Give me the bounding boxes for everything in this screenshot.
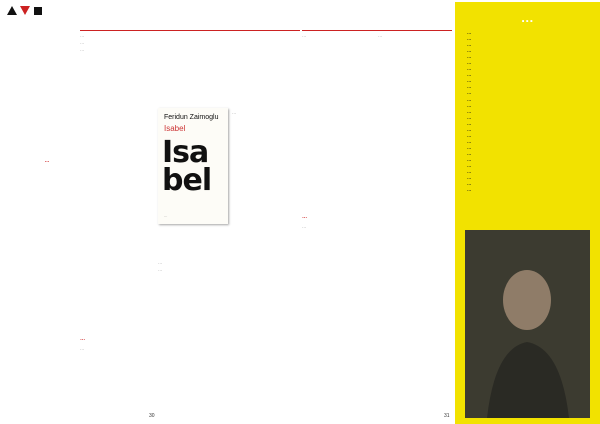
award-item: …: [467, 84, 472, 90]
award-item: …: [467, 102, 472, 108]
award-item: …: [467, 132, 472, 138]
masthead-left: [6, 4, 44, 16]
award-item: …: [467, 108, 472, 114]
award-item: …: [467, 90, 472, 96]
award-item: …: [467, 163, 472, 169]
award-item: …: [467, 96, 472, 102]
award-item: …: [467, 187, 472, 193]
portrait-photo: [465, 230, 590, 418]
awards-list: [467, 30, 595, 193]
body-paragraph: …: [378, 33, 383, 38]
cover-big-letters-2: bel: [162, 163, 212, 198]
body-paragraph: …: [232, 110, 237, 115]
award-item: …: [467, 156, 472, 162]
award-item: …: [467, 181, 472, 187]
cover-publisher: …: [164, 214, 168, 218]
body-paragraph: …: [80, 47, 85, 53]
right-page-column-1b: [302, 224, 372, 410]
cover-author: Feridun Zaimoglu: [164, 114, 219, 121]
body-paragraph: …: [302, 224, 307, 229]
award-item: …: [467, 138, 472, 144]
body-paragraph: …: [80, 346, 85, 351]
left-page-column-2b: [158, 260, 300, 410]
award-item: …: [467, 78, 472, 84]
left-page-column-1b: [80, 346, 150, 412]
masthead-logo-icon: [19, 5, 31, 16]
body-paragraph: …: [302, 33, 307, 38]
section-heading: …: [80, 336, 86, 342]
award-item: …: [467, 144, 472, 150]
award-item: …: [467, 175, 472, 181]
right-page-column-2: [378, 33, 450, 410]
awards-title: …: [520, 10, 535, 25]
award-item: …: [467, 72, 472, 78]
award-item: …: [467, 48, 472, 54]
section-heading: …: [302, 214, 308, 220]
cover-title: Isabel: [164, 124, 186, 133]
award-item: …: [467, 114, 472, 120]
body-paragraph: …: [158, 260, 163, 265]
masthead-logo-icon: [6, 5, 18, 16]
page-number-left: 30: [149, 413, 155, 419]
award-item: …: [467, 150, 472, 156]
award-item: …: [467, 66, 472, 72]
top-rule-left: [80, 30, 300, 31]
body-paragraph: …: [158, 267, 163, 273]
body-paragraph: …: [80, 33, 85, 38]
award-item: …: [467, 126, 472, 132]
body-paragraph: …: [80, 40, 85, 46]
award-item: …: [467, 42, 472, 48]
left-page-column-2a: [232, 110, 300, 258]
pull-quote: …: [44, 158, 50, 164]
page-number-right: 31: [444, 413, 450, 419]
left-page-column-1: [80, 33, 150, 333]
right-page-column-1: [302, 33, 372, 213]
awards-panel: [455, 2, 600, 424]
top-rule-right: [302, 30, 452, 31]
award-item: …: [467, 30, 472, 35]
award-item: …: [467, 120, 472, 126]
cover-big-letters-1: Isa: [162, 135, 209, 170]
award-item: …: [467, 36, 472, 42]
award-item: …: [467, 54, 472, 60]
award-item: …: [467, 169, 472, 175]
award-item: …: [467, 60, 472, 66]
masthead-logo-icon: [32, 5, 44, 16]
book-cover-image: [158, 108, 228, 224]
